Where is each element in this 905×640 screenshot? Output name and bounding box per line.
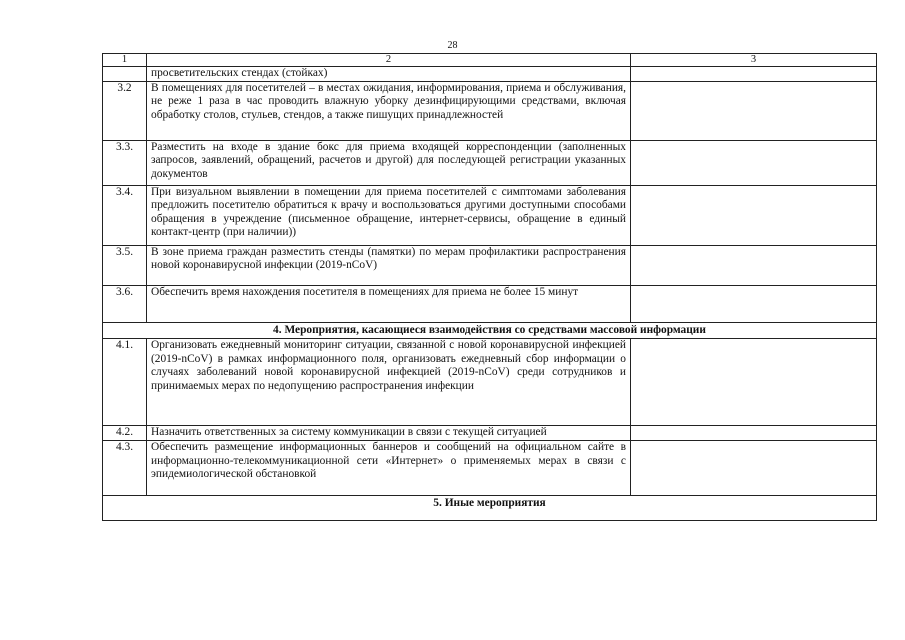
- item-number: 3.4.: [103, 185, 147, 245]
- table-row: [103, 245, 877, 285]
- measure-text: Назначить ответственных за систему коммуникации в связи с текущей ситуацией: [147, 426, 631, 441]
- item-number: 4.2.: [103, 426, 147, 441]
- item-number: 4.3.: [103, 441, 147, 496]
- responsible-cell: [631, 426, 877, 441]
- table-row: [103, 339, 877, 426]
- item-number: 3.6.: [103, 285, 147, 322]
- measure-text: При визуальном выявлении в помещении для приема посетителей с симптомами заболевания предложить посетителю обратиться к врачу и воспользоваться другими доступными способами обращения в учреждение (письменное обращение, интернет-сервисы, обращение в единый контакт-центр (при наличии)): [147, 185, 631, 245]
- table-row: [103, 140, 877, 185]
- section-heading-row: [103, 322, 877, 339]
- item-number: 3.5.: [103, 245, 147, 285]
- table-row: [103, 285, 877, 322]
- measure-text: просветительских стендах (стойках): [147, 67, 631, 82]
- item-number: 4.1.: [103, 339, 147, 426]
- measure-text: В помещениях для посетителей – в местах ожидания, информирования, приема и обслуживания, не реже 1 раза в час проводить влажную уборку дезинфицирующими средствами, включая обработку столов, стульев, стендов, а также пишущих принадлежностей: [147, 81, 631, 140]
- header-col-2: 2: [147, 54, 631, 67]
- page-number: 28: [447, 40, 458, 51]
- table-row: [103, 441, 877, 496]
- measure-text: Организовать ежедневный мониторинг ситуации, связанной с новой коронавирусной инфекцией (2019-nCoV) в рамках информационного поля, организовать ежедневный сбор информации о случаях заболеваний новой коронавирусной инфекцией (2019-nCoV) среди сотрудников и принимаемых мерах по недопущению распространения инфекции: [147, 339, 631, 426]
- item-number: [103, 67, 147, 82]
- responsible-cell: [631, 245, 877, 285]
- responsible-cell: [631, 285, 877, 322]
- item-number: 3.3.: [103, 140, 147, 185]
- table-row: [103, 426, 877, 441]
- header-col-1: 1: [103, 54, 147, 67]
- measures-table: [102, 53, 877, 521]
- responsible-cell: [631, 140, 877, 185]
- table-row: [103, 185, 877, 245]
- responsible-cell: [631, 81, 877, 140]
- measure-text: Обеспечить время нахождения посетителя в помещениях для приема не более 15 минут: [147, 285, 631, 322]
- section-heading-row: [103, 496, 877, 521]
- section-heading: 4. Мероприятия, касающиеся взаимодействия со средствами массовой информации: [103, 322, 877, 339]
- measure-text: Разместить на входе в здание бокс для приема входящей корреспонденции (заполненных запросов, заявлений, обращений, расчетов и другой) для последующей регистрации указанных документов: [147, 140, 631, 185]
- table-header-row: [103, 54, 877, 67]
- table-row: [103, 67, 877, 82]
- responsible-cell: [631, 67, 877, 82]
- table-row: [103, 81, 877, 140]
- responsible-cell: [631, 339, 877, 426]
- responsible-cell: [631, 441, 877, 496]
- measure-text: В зоне приема граждан разместить стенды (памятки) по мерам профилактики распространения новой коронавирусной инфекции (2019-nCoV): [147, 245, 631, 285]
- header-col-3: 3: [631, 54, 877, 67]
- section-heading: 5. Иные мероприятия: [103, 496, 877, 521]
- item-number: 3.2: [103, 81, 147, 140]
- measure-text: Обеспечить размещение информационных баннеров и сообщений на официальном сайте в информационно-телекоммуникационной сети «Интернет» о применяемых мерах в связи с эпидемиологической обстановкой: [147, 441, 631, 496]
- responsible-cell: [631, 185, 877, 245]
